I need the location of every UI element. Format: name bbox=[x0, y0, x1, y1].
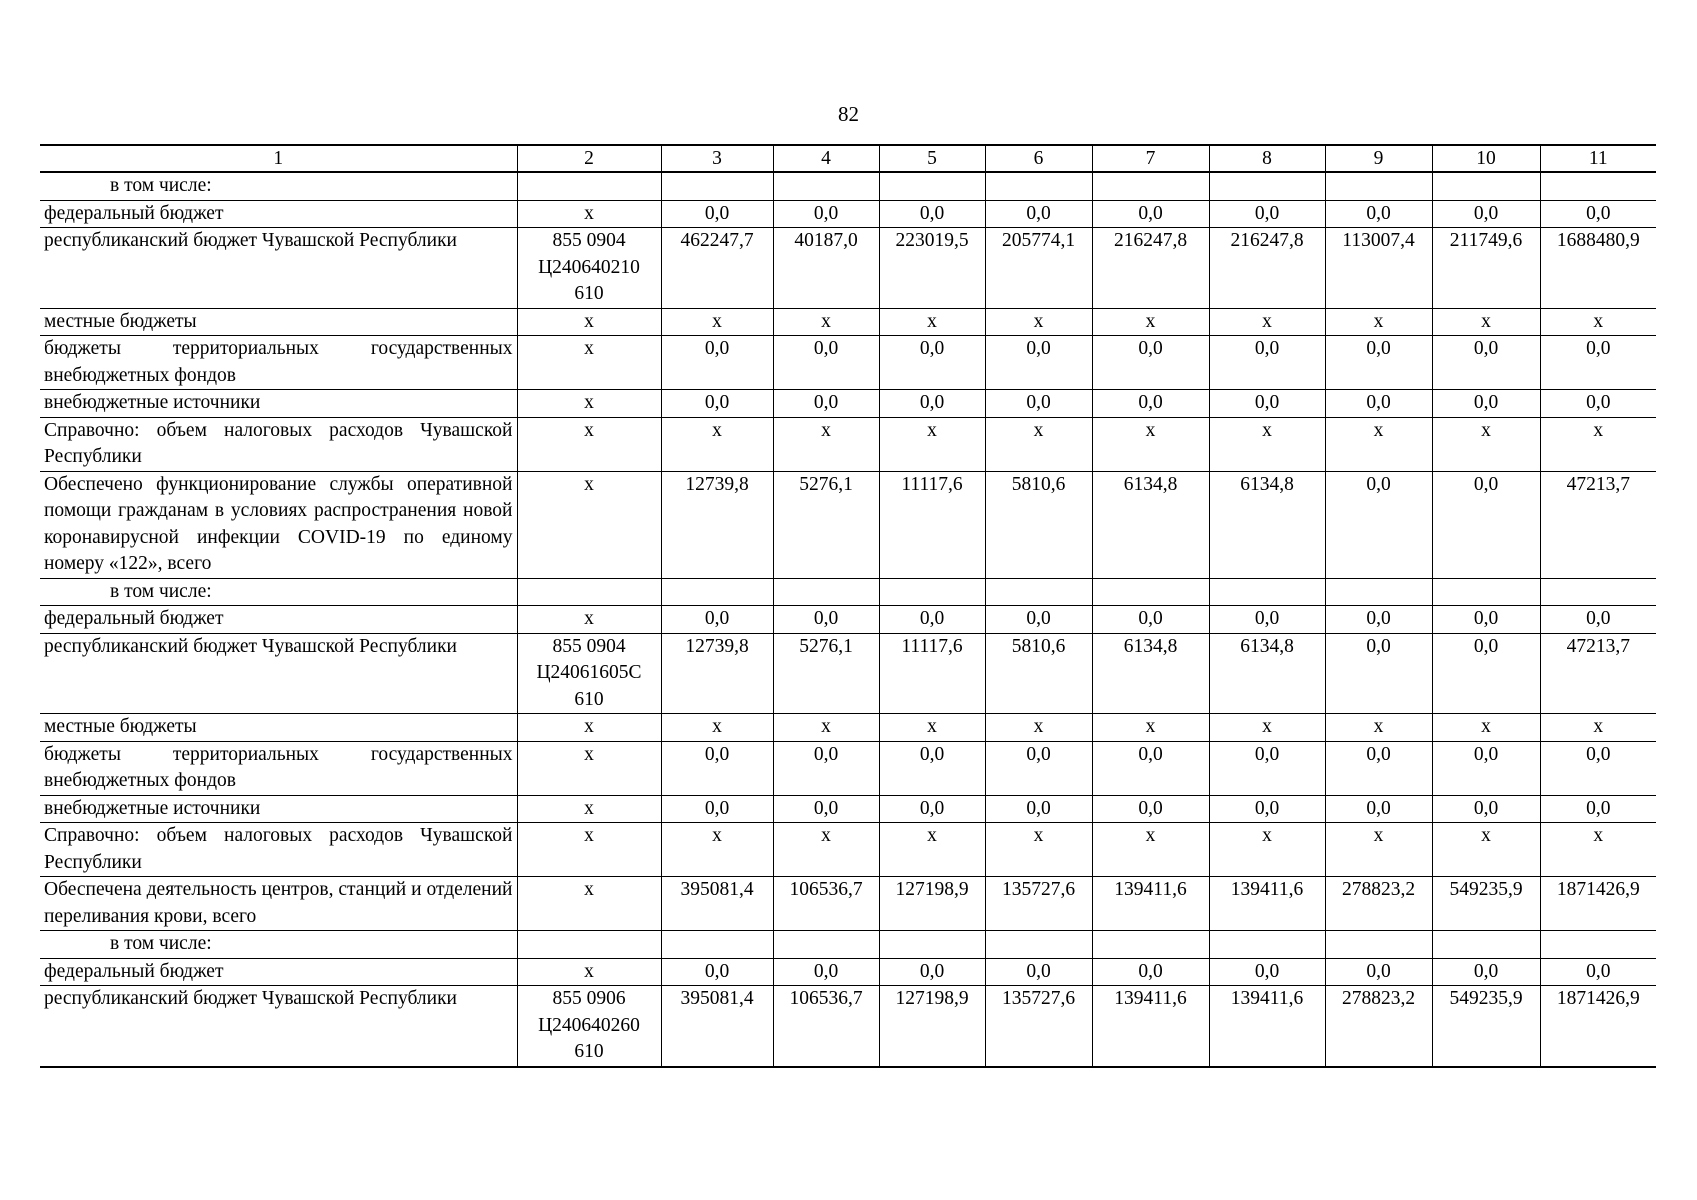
value-cell: 11117,6 bbox=[879, 633, 985, 714]
row-label: в том числе: bbox=[40, 578, 517, 606]
value-cell: 0,0 bbox=[985, 390, 1092, 418]
value-cell: 0,0 bbox=[1432, 633, 1540, 714]
column-number: 9 bbox=[1325, 145, 1432, 172]
value-cell: х bbox=[879, 714, 985, 742]
value-cell: х bbox=[985, 417, 1092, 471]
table-row bbox=[40, 417, 1656, 471]
value-cell: 6134,8 bbox=[1209, 471, 1325, 578]
table-row bbox=[40, 795, 1656, 823]
value-cell: 0,0 bbox=[879, 390, 985, 418]
table-row bbox=[40, 741, 1656, 795]
value-cell: 0,0 bbox=[1540, 336, 1656, 390]
value-cell bbox=[1540, 931, 1656, 959]
column-number: 3 bbox=[661, 145, 773, 172]
value-cell: 0,0 bbox=[1209, 606, 1325, 634]
table-row bbox=[40, 578, 1656, 606]
value-cell: 216247,8 bbox=[1209, 228, 1325, 309]
value-cell bbox=[773, 172, 879, 200]
budget-code: х bbox=[517, 606, 661, 634]
value-cell: 6134,8 bbox=[1092, 633, 1209, 714]
budget-code: х bbox=[517, 417, 661, 471]
value-cell: 549235,9 bbox=[1432, 986, 1540, 1067]
value-cell: 0,0 bbox=[1540, 741, 1656, 795]
value-cell: 0,0 bbox=[1540, 795, 1656, 823]
value-cell bbox=[1092, 931, 1209, 959]
value-cell: 0,0 bbox=[1432, 471, 1540, 578]
value-cell: 12739,8 bbox=[661, 633, 773, 714]
value-cell bbox=[985, 578, 1092, 606]
value-cell: х bbox=[985, 714, 1092, 742]
value-cell: 1871426,9 bbox=[1540, 877, 1656, 931]
value-cell bbox=[985, 172, 1092, 200]
value-cell: х bbox=[879, 308, 985, 336]
value-cell: 0,0 bbox=[1325, 336, 1432, 390]
budget-code: х bbox=[517, 336, 661, 390]
value-cell bbox=[1092, 578, 1209, 606]
budget-code bbox=[517, 172, 661, 200]
value-cell: х bbox=[1540, 714, 1656, 742]
value-cell: х bbox=[1325, 417, 1432, 471]
budget-code: х bbox=[517, 471, 661, 578]
value-cell: 0,0 bbox=[1432, 741, 1540, 795]
value-cell bbox=[1209, 931, 1325, 959]
table-row bbox=[40, 390, 1656, 418]
value-cell: 106536,7 bbox=[773, 986, 879, 1067]
value-cell bbox=[661, 172, 773, 200]
budget-code: х bbox=[517, 823, 661, 877]
value-cell bbox=[879, 931, 985, 959]
column-number: 8 bbox=[1209, 145, 1325, 172]
value-cell: 139411,6 bbox=[1209, 986, 1325, 1067]
value-cell: 0,0 bbox=[985, 795, 1092, 823]
value-cell: 0,0 bbox=[773, 958, 879, 986]
value-cell: 1688480,9 bbox=[1540, 228, 1656, 309]
table-row bbox=[40, 877, 1656, 931]
value-cell: 6134,8 bbox=[1209, 633, 1325, 714]
value-cell bbox=[985, 931, 1092, 959]
value-cell: х bbox=[1209, 714, 1325, 742]
value-cell bbox=[661, 931, 773, 959]
budget-code: 855 0904 Ц240640210 610 bbox=[517, 228, 661, 309]
budget-code: х bbox=[517, 308, 661, 336]
value-cell: 5276,1 bbox=[773, 471, 879, 578]
value-cell: 0,0 bbox=[879, 200, 985, 228]
budget-code: 855 0904 Ц24061605С 610 bbox=[517, 633, 661, 714]
table-row bbox=[40, 471, 1656, 578]
value-cell: 395081,4 bbox=[661, 986, 773, 1067]
value-cell bbox=[773, 578, 879, 606]
column-number: 5 bbox=[879, 145, 985, 172]
value-cell: 0,0 bbox=[661, 390, 773, 418]
value-cell: х bbox=[1209, 417, 1325, 471]
row-label: бюджеты территориальных государственных внебюджетных фондов bbox=[40, 336, 517, 390]
value-cell: 6134,8 bbox=[1092, 471, 1209, 578]
value-cell: 549235,9 bbox=[1432, 877, 1540, 931]
value-cell: 106536,7 bbox=[773, 877, 879, 931]
value-cell: 40187,0 bbox=[773, 228, 879, 309]
value-cell: 0,0 bbox=[1325, 795, 1432, 823]
budget-code: х bbox=[517, 714, 661, 742]
value-cell: х bbox=[773, 714, 879, 742]
column-number: 1 bbox=[40, 145, 517, 172]
value-cell: 0,0 bbox=[1092, 795, 1209, 823]
value-cell: 11117,6 bbox=[879, 471, 985, 578]
value-cell: х bbox=[773, 308, 879, 336]
value-cell: 0,0 bbox=[1209, 741, 1325, 795]
value-cell: х bbox=[1325, 714, 1432, 742]
value-cell: 0,0 bbox=[1092, 390, 1209, 418]
value-cell: 5276,1 bbox=[773, 633, 879, 714]
table-row bbox=[40, 308, 1656, 336]
value-cell: 0,0 bbox=[661, 795, 773, 823]
value-cell: х bbox=[1092, 417, 1209, 471]
value-cell: х bbox=[879, 823, 985, 877]
value-cell: 5810,6 bbox=[985, 633, 1092, 714]
value-cell: 0,0 bbox=[1325, 633, 1432, 714]
value-cell: 0,0 bbox=[1540, 606, 1656, 634]
value-cell: 0,0 bbox=[1092, 741, 1209, 795]
value-cell: 0,0 bbox=[773, 741, 879, 795]
value-cell: 5810,6 bbox=[985, 471, 1092, 578]
value-cell: 0,0 bbox=[879, 958, 985, 986]
row-label: местные бюджеты bbox=[40, 714, 517, 742]
row-label: внебюджетные источники bbox=[40, 795, 517, 823]
value-cell bbox=[879, 172, 985, 200]
value-cell bbox=[1432, 172, 1540, 200]
value-cell: 0,0 bbox=[1432, 958, 1540, 986]
value-cell: 139411,6 bbox=[1209, 877, 1325, 931]
column-number: 10 bbox=[1432, 145, 1540, 172]
value-cell: 0,0 bbox=[661, 958, 773, 986]
value-cell: 0,0 bbox=[661, 741, 773, 795]
value-cell: 47213,7 bbox=[1540, 471, 1656, 578]
value-cell: 135727,6 bbox=[985, 986, 1092, 1067]
value-cell: 0,0 bbox=[661, 606, 773, 634]
table-row bbox=[40, 633, 1656, 714]
table-body bbox=[40, 145, 1656, 1067]
table-row bbox=[40, 228, 1656, 309]
budget-code: х bbox=[517, 795, 661, 823]
value-cell: 0,0 bbox=[1209, 795, 1325, 823]
value-cell: 127198,9 bbox=[879, 986, 985, 1067]
value-cell: 0,0 bbox=[1325, 390, 1432, 418]
budget-code: х bbox=[517, 877, 661, 931]
value-cell: х bbox=[1432, 417, 1540, 471]
value-cell: 0,0 bbox=[661, 200, 773, 228]
value-cell bbox=[1540, 578, 1656, 606]
value-cell: х bbox=[1540, 417, 1656, 471]
value-cell: 0,0 bbox=[1209, 200, 1325, 228]
value-cell: 216247,8 bbox=[1092, 228, 1209, 309]
value-cell: 0,0 bbox=[1092, 200, 1209, 228]
value-cell: 278823,2 bbox=[1325, 877, 1432, 931]
value-cell: 462247,7 bbox=[661, 228, 773, 309]
value-cell: 0,0 bbox=[1540, 200, 1656, 228]
value-cell: 211749,6 bbox=[1432, 228, 1540, 309]
value-cell: 0,0 bbox=[1209, 390, 1325, 418]
value-cell: х bbox=[1092, 823, 1209, 877]
value-cell: 0,0 bbox=[879, 606, 985, 634]
value-cell bbox=[1540, 172, 1656, 200]
value-cell: 0,0 bbox=[1092, 336, 1209, 390]
row-label: местные бюджеты bbox=[40, 308, 517, 336]
table-row bbox=[40, 986, 1656, 1067]
table-row bbox=[40, 606, 1656, 634]
value-cell: 139411,6 bbox=[1092, 986, 1209, 1067]
table-row bbox=[40, 958, 1656, 986]
row-label: республиканский бюджет Чувашской Республики bbox=[40, 633, 517, 714]
value-cell: х bbox=[661, 308, 773, 336]
column-number-row bbox=[40, 145, 1656, 172]
table-row bbox=[40, 200, 1656, 228]
value-cell: 0,0 bbox=[773, 390, 879, 418]
budget-code: 855 0906 Ц240640260 610 bbox=[517, 986, 661, 1067]
value-cell: 0,0 bbox=[773, 200, 879, 228]
value-cell: 0,0 bbox=[1325, 958, 1432, 986]
budget-code bbox=[517, 578, 661, 606]
row-label: внебюджетные источники bbox=[40, 390, 517, 418]
value-cell: 0,0 bbox=[985, 958, 1092, 986]
table-row bbox=[40, 931, 1656, 959]
value-cell: 0,0 bbox=[1432, 390, 1540, 418]
budget-code: х bbox=[517, 741, 661, 795]
value-cell: х bbox=[661, 823, 773, 877]
value-cell: 0,0 bbox=[773, 795, 879, 823]
value-cell: х bbox=[1432, 823, 1540, 877]
budget-code: х bbox=[517, 200, 661, 228]
value-cell bbox=[1325, 931, 1432, 959]
row-label: в том числе: bbox=[40, 172, 517, 200]
value-cell: х bbox=[1325, 308, 1432, 336]
value-cell: 12739,8 bbox=[661, 471, 773, 578]
row-label: Справочно: объем налоговых расходов Чувашской Республики bbox=[40, 823, 517, 877]
table-row bbox=[40, 823, 1656, 877]
value-cell: х bbox=[1092, 308, 1209, 336]
value-cell: 395081,4 bbox=[661, 877, 773, 931]
value-cell bbox=[1092, 172, 1209, 200]
value-cell: 127198,9 bbox=[879, 877, 985, 931]
value-cell: 0,0 bbox=[1540, 390, 1656, 418]
page-number: 82 bbox=[838, 102, 859, 126]
column-number: 4 bbox=[773, 145, 879, 172]
value-cell: х bbox=[1432, 308, 1540, 336]
row-label: республиканский бюджет Чувашской Республики bbox=[40, 986, 517, 1067]
value-cell: 0,0 bbox=[1092, 958, 1209, 986]
table-row bbox=[40, 336, 1656, 390]
value-cell bbox=[1432, 931, 1540, 959]
value-cell: х bbox=[661, 417, 773, 471]
value-cell: 1871426,9 bbox=[1540, 986, 1656, 1067]
value-cell: х bbox=[1325, 823, 1432, 877]
value-cell: х bbox=[1209, 308, 1325, 336]
value-cell: х bbox=[1092, 714, 1209, 742]
value-cell: 0,0 bbox=[1092, 606, 1209, 634]
value-cell: 0,0 bbox=[1325, 200, 1432, 228]
row-label: бюджеты территориальных государственных внебюджетных фондов bbox=[40, 741, 517, 795]
value-cell bbox=[661, 578, 773, 606]
row-label: Обеспечено функционирование службы оперативной помощи гражданам в условиях распространения новой коронавирусной инфекции COVID-19 по единому номеру «122», всего bbox=[40, 471, 517, 578]
value-cell: 0,0 bbox=[985, 606, 1092, 634]
budget-code bbox=[517, 931, 661, 959]
value-cell: х bbox=[773, 417, 879, 471]
value-cell bbox=[1209, 172, 1325, 200]
value-cell bbox=[773, 931, 879, 959]
budget-table bbox=[40, 144, 1656, 1068]
value-cell: х bbox=[985, 823, 1092, 877]
value-cell: 278823,2 bbox=[1325, 986, 1432, 1067]
row-label: Обеспечена деятельность центров, станций и отделений переливания крови, всего bbox=[40, 877, 517, 931]
value-cell: 0,0 bbox=[879, 336, 985, 390]
value-cell: 0,0 bbox=[661, 336, 773, 390]
row-label: федеральный бюджет bbox=[40, 606, 517, 634]
value-cell: 113007,4 bbox=[1325, 228, 1432, 309]
value-cell: 0,0 bbox=[773, 606, 879, 634]
row-label: федеральный бюджет bbox=[40, 958, 517, 986]
budget-code: х bbox=[517, 958, 661, 986]
value-cell: 0,0 bbox=[1325, 741, 1432, 795]
value-cell: 0,0 bbox=[985, 741, 1092, 795]
value-cell: 0,0 bbox=[1209, 336, 1325, 390]
value-cell: х bbox=[1540, 308, 1656, 336]
value-cell bbox=[879, 578, 985, 606]
value-cell bbox=[1325, 172, 1432, 200]
value-cell: 0,0 bbox=[1432, 606, 1540, 634]
value-cell: 0,0 bbox=[1432, 200, 1540, 228]
value-cell: 0,0 bbox=[985, 336, 1092, 390]
row-label: в том числе: bbox=[40, 931, 517, 959]
table-row bbox=[40, 172, 1656, 200]
column-number: 6 bbox=[985, 145, 1092, 172]
value-cell: 135727,6 bbox=[985, 877, 1092, 931]
value-cell: 0,0 bbox=[879, 741, 985, 795]
value-cell: х bbox=[773, 823, 879, 877]
value-cell bbox=[1325, 578, 1432, 606]
table-row bbox=[40, 714, 1656, 742]
value-cell: х bbox=[879, 417, 985, 471]
value-cell: 223019,5 bbox=[879, 228, 985, 309]
value-cell: 0,0 bbox=[1325, 471, 1432, 578]
value-cell: 0,0 bbox=[1432, 795, 1540, 823]
value-cell: х bbox=[985, 308, 1092, 336]
value-cell: х bbox=[1432, 714, 1540, 742]
value-cell: 0,0 bbox=[1209, 958, 1325, 986]
budget-code: х bbox=[517, 390, 661, 418]
value-cell: х bbox=[1540, 823, 1656, 877]
value-cell: 139411,6 bbox=[1092, 877, 1209, 931]
value-cell: х bbox=[661, 714, 773, 742]
value-cell: 205774,1 bbox=[985, 228, 1092, 309]
row-label: Справочно: объем налоговых расходов Чувашской Республики bbox=[40, 417, 517, 471]
value-cell: 47213,7 bbox=[1540, 633, 1656, 714]
value-cell: х bbox=[1209, 823, 1325, 877]
value-cell: 0,0 bbox=[773, 336, 879, 390]
value-cell: 0,0 bbox=[1432, 336, 1540, 390]
value-cell bbox=[1432, 578, 1540, 606]
row-label: республиканский бюджет Чувашской Республики bbox=[40, 228, 517, 309]
value-cell: 0,0 bbox=[985, 200, 1092, 228]
value-cell: 0,0 bbox=[1325, 606, 1432, 634]
row-label: федеральный бюджет bbox=[40, 200, 517, 228]
value-cell: 0,0 bbox=[879, 795, 985, 823]
column-number: 11 bbox=[1540, 145, 1656, 172]
value-cell bbox=[1209, 578, 1325, 606]
value-cell: 0,0 bbox=[1540, 958, 1656, 986]
column-number: 2 bbox=[517, 145, 661, 172]
column-number: 7 bbox=[1092, 145, 1209, 172]
